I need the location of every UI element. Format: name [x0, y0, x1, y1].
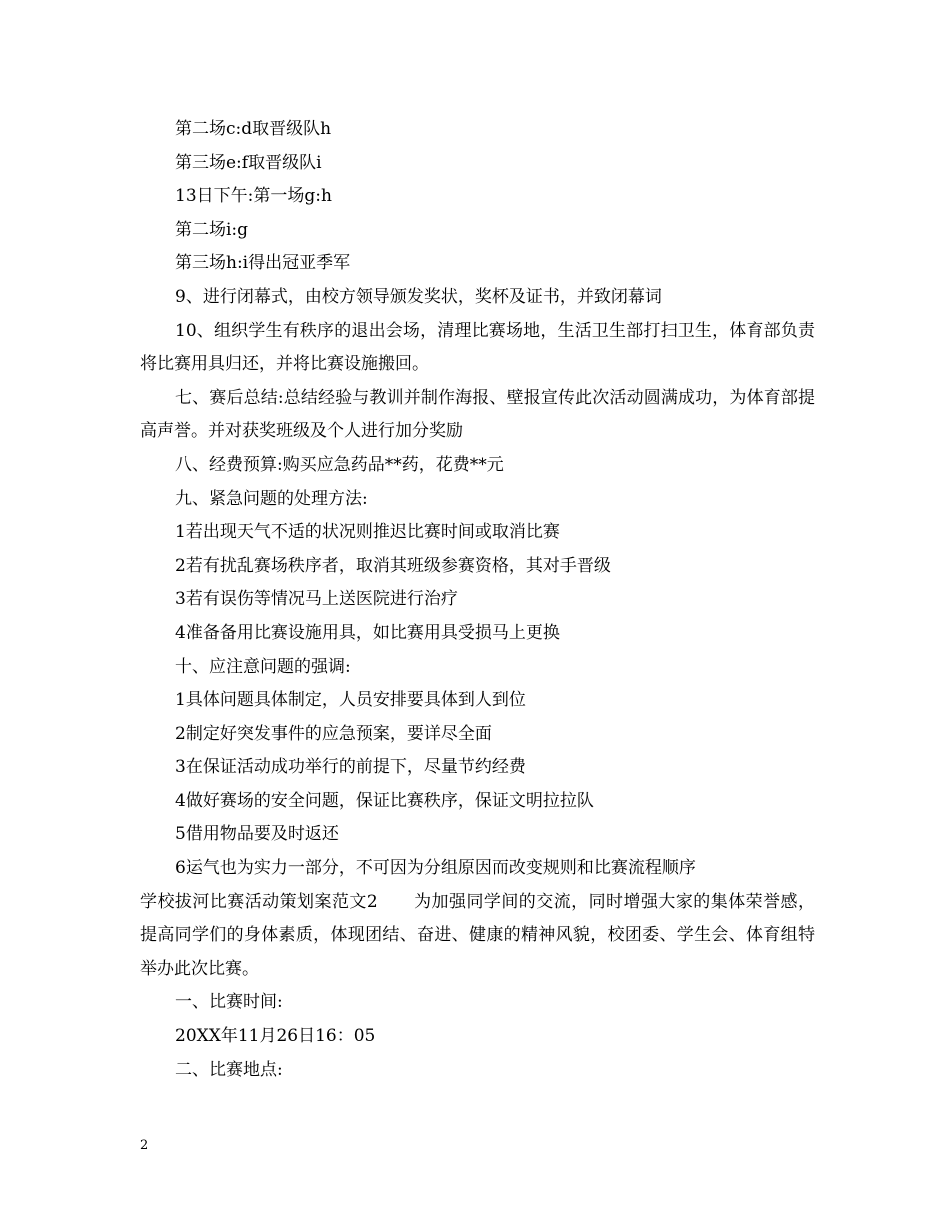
- paragraph: 4做好赛场的安全问题，保证比赛秩序，保证文明拉拉队: [175, 790, 594, 811]
- paragraph: 1若出现天气不适的状况则推迟比赛时间或取消比赛: [175, 522, 560, 543]
- paragraph: 一、比赛时间:: [175, 992, 283, 1013]
- section-2-paragraph: [140, 886, 815, 987]
- paragraph: 4准备备用比赛设施用具，如比赛用具受损马上更换: [175, 622, 560, 643]
- paragraph: 20XX年11月26日16：05: [175, 1026, 376, 1047]
- paragraph: 第三场h:i得出冠亚季军: [175, 253, 351, 274]
- paragraph: 十、应注意问题的强调:: [175, 656, 351, 677]
- section-2-title: 学校拔河比赛活动策划案范文2: [140, 891, 378, 912]
- paragraph: 5借用物品要及时返还: [175, 824, 339, 845]
- paragraph: 二、比赛地点:: [175, 1059, 283, 1080]
- paragraph: 9、进行闭幕式，由校方领导颁发奖状，奖杯及证书，并致闭幕词: [175, 286, 662, 307]
- paragraph: 3在保证活动成功举行的前提下，尽量节约经费: [175, 757, 526, 778]
- document-body: [140, 113, 815, 1087]
- paragraph: 1具体问题具体制定，人员安排要具体到人到位: [175, 690, 526, 711]
- paragraph: 10、组织学生有秩序的退出会场，清理比赛场地，生活卫生部打扫卫生，体育部负责将比赛用具归还，并将比赛设施搬回。: [140, 320, 815, 375]
- paragraph: 第三场e:f取晋级队i: [175, 152, 322, 173]
- paragraph: 第二场i:g: [175, 219, 249, 240]
- paragraph: 13日下午:第一场g:h: [175, 186, 332, 207]
- paragraph: 第二场c:d取晋级队h: [175, 119, 332, 139]
- paragraph: 6运气也为实力一部分，不可因为分组原因而改变规则和比赛流程顺序: [175, 858, 696, 879]
- paragraph: 2制定好突发事件的应急预案，要详尽全面: [175, 723, 492, 744]
- page-number: 2: [140, 1138, 149, 1153]
- paragraph: 七、赛后总结:总结经验与教训并制作海报、壁报宣传此次活动圆满成功，为体育部提高声誉。并对获奖班级及个人进行加分奖励: [140, 387, 815, 442]
- paragraph: 3若有误伤等情况马上送医院进行治疗: [175, 589, 458, 610]
- section-2-body: 为加强同学间的交流，同时增强大家的集体荣誉感，提高同学们的身体素质，体现团结、奋进、健康的精神风貌，校团委、学生会、体育组特举办此次比赛。: [140, 891, 815, 979]
- paragraph: 八、经费预算:购买应急药品**药，花费**元: [175, 454, 504, 475]
- paragraph: 九、紧急问题的处理方法:: [175, 488, 368, 509]
- paragraph: 2若有扰乱赛场秩序者，取消其班级参赛资格，其对手晋级: [175, 555, 611, 576]
